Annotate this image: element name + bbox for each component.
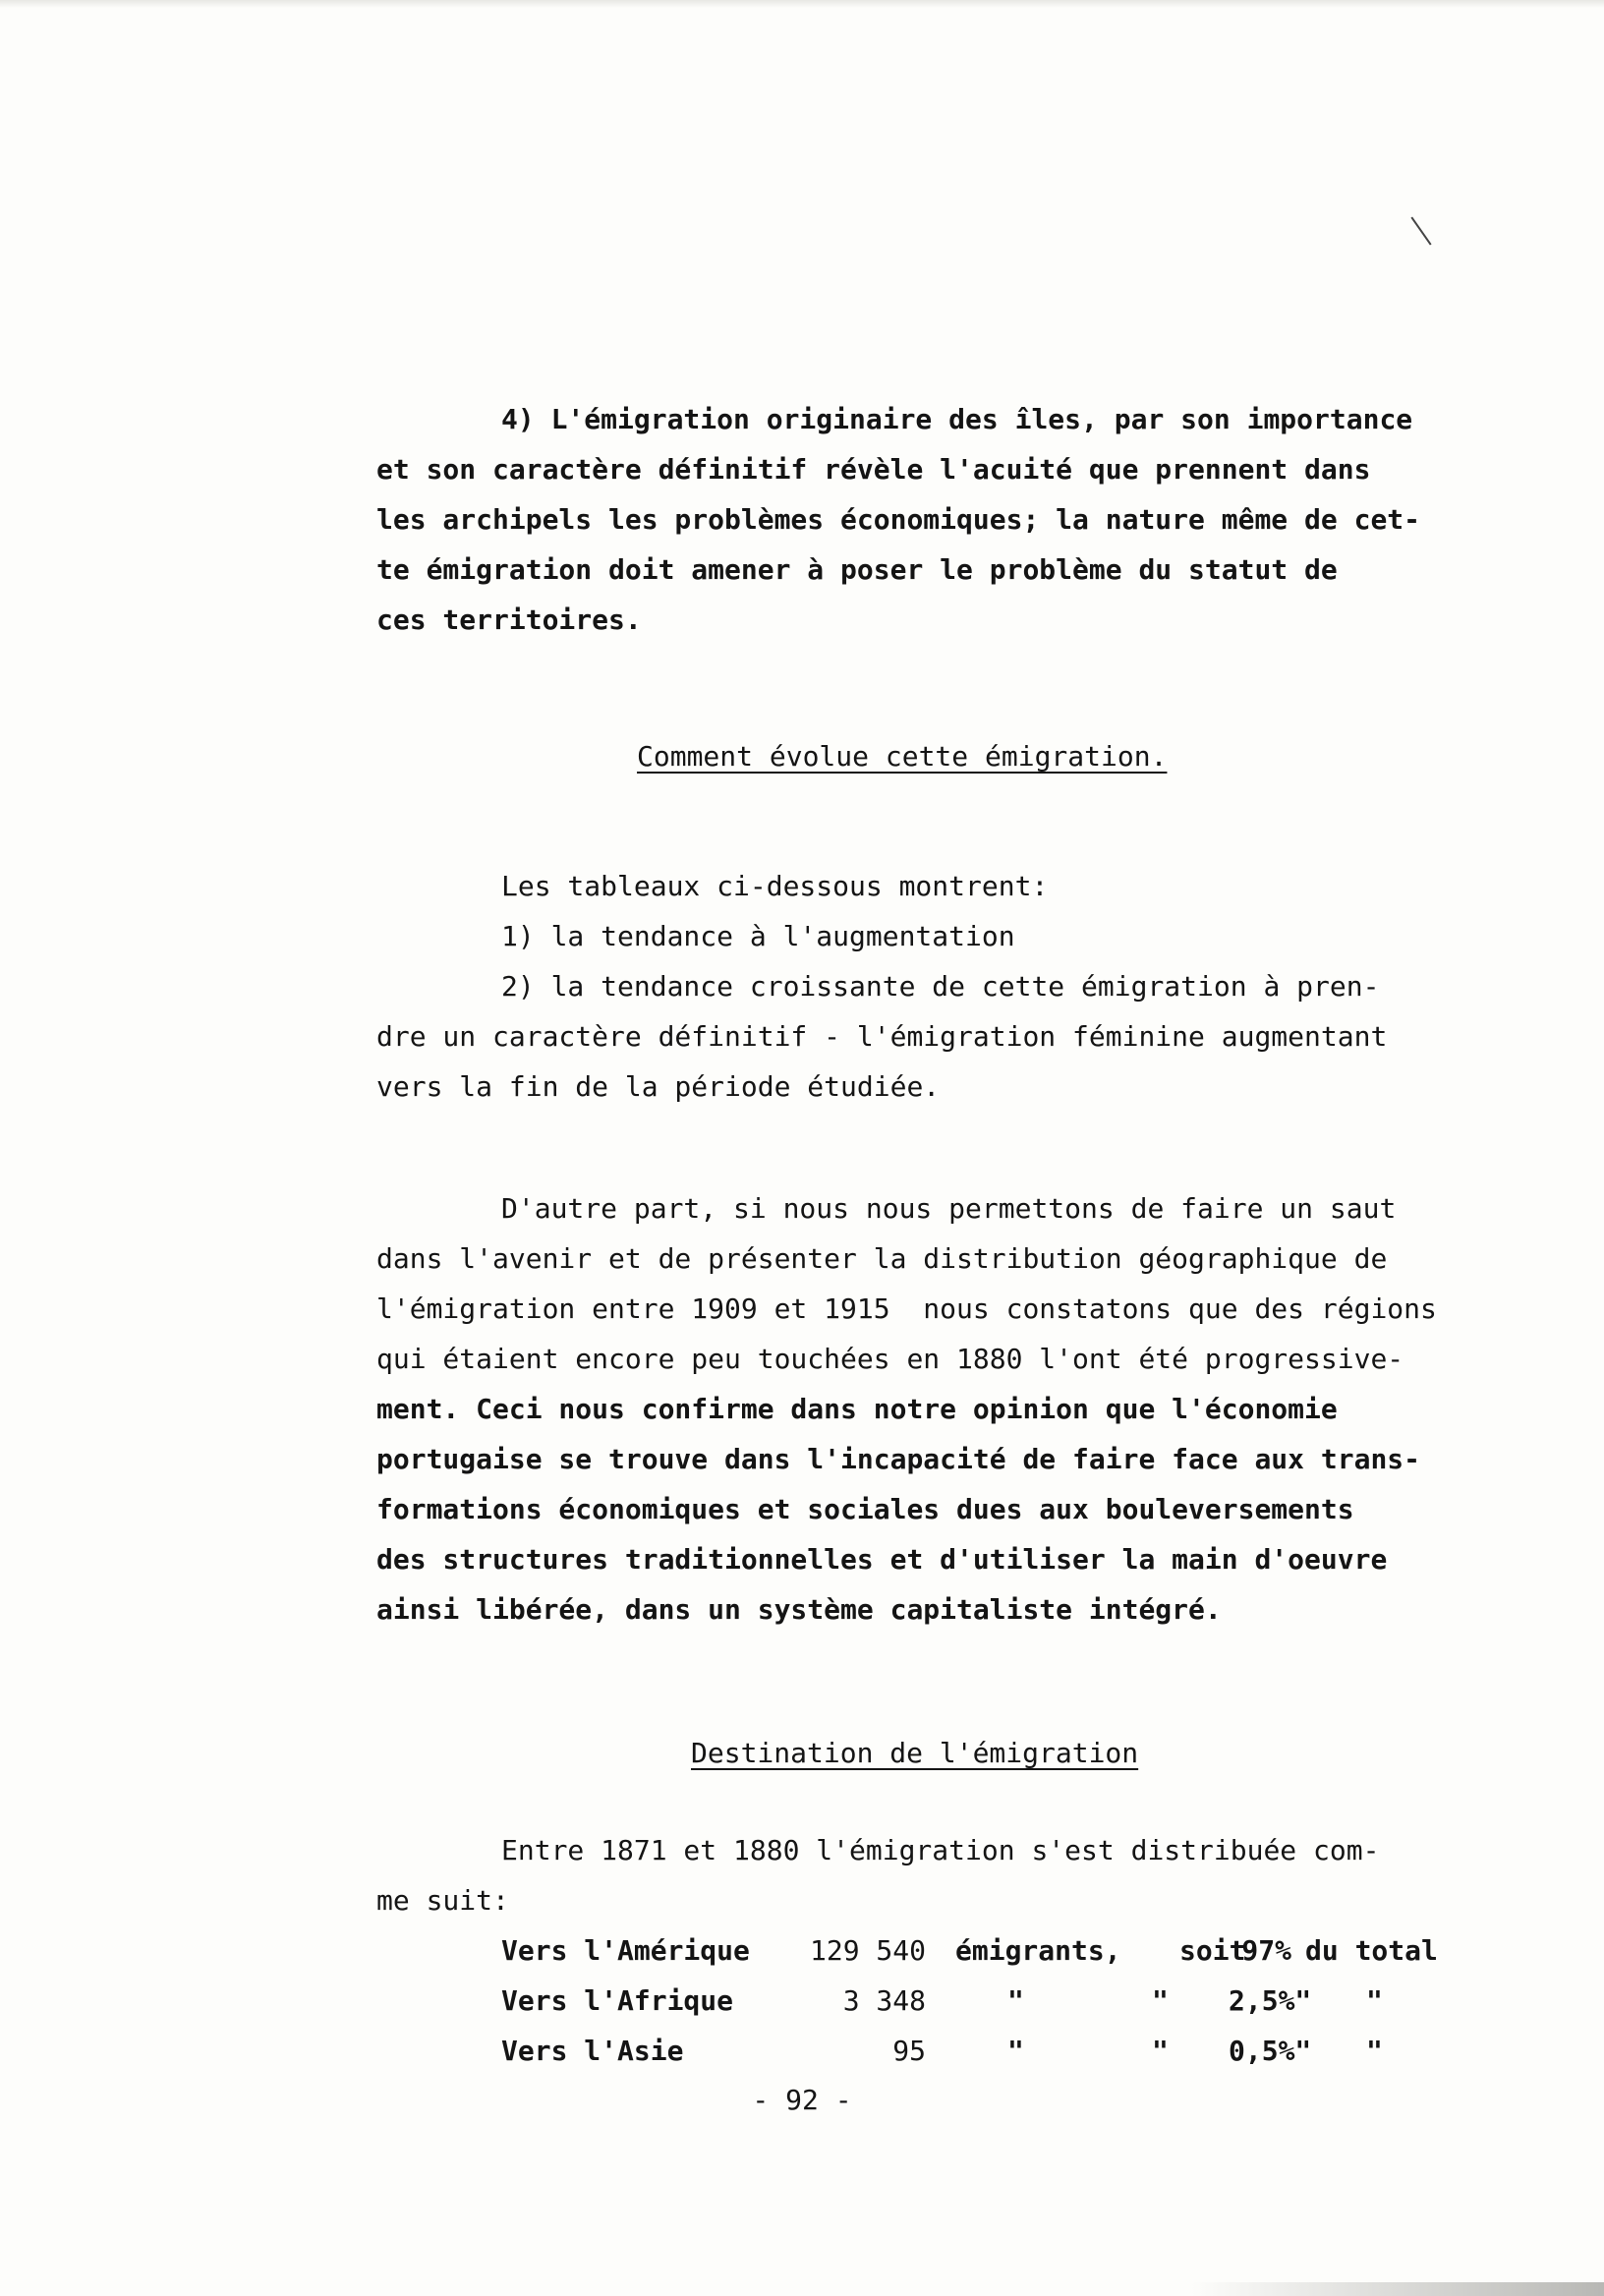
text-line: portugaise se trouve dans l'incapacité de faire face aux trans- bbox=[376, 1443, 1421, 1475]
text-line: ces territoires. bbox=[376, 603, 642, 636]
table-row bbox=[501, 1934, 1445, 1968]
scan-edge-top bbox=[0, 0, 1604, 8]
unit-cell: " bbox=[1007, 1984, 1024, 2017]
text-line: dans l'avenir et de présenter la distribution géographique de bbox=[376, 1242, 1388, 1275]
text-line: 2) la tendance croissante de cette émigration à pren- bbox=[501, 970, 1380, 1003]
text-line: les archipels les problèmes économiques; la nature même de cet- bbox=[376, 503, 1421, 536]
count-cell: 3 348 bbox=[842, 1984, 926, 2017]
percent-cell: 2,5%" bbox=[1229, 1984, 1312, 2017]
soit-cell: soit bbox=[1179, 1934, 1246, 1967]
text-line: ment. Ceci nous confirme dans notre opinion que l'économie bbox=[376, 1393, 1338, 1425]
destination-cell: Vers l'Amérique bbox=[501, 1934, 750, 1967]
percent-cell: 97% bbox=[1241, 1934, 1291, 1967]
scan-edge-bottom bbox=[1191, 2282, 1604, 2296]
text-line: me suit: bbox=[376, 1884, 509, 1917]
text-line: te émigration doit amener à poser le problème du statut de bbox=[376, 553, 1338, 586]
destination-cell: Vers l'Afrique bbox=[501, 1984, 734, 2017]
count-cell: 129 540 bbox=[809, 1934, 926, 1967]
text-line: des structures traditionnelles et d'utiliser la main d'oeuvre bbox=[376, 1543, 1388, 1576]
total-cell: " bbox=[1366, 2035, 1383, 2067]
text-line: 4) L'émigration originaire des îles, par son importance bbox=[501, 403, 1413, 435]
soit-cell: " bbox=[1152, 2035, 1169, 2067]
page-number: - 92 - bbox=[752, 2084, 852, 2116]
text-line: 1) la tendance à l'augmentation bbox=[501, 920, 1015, 952]
total-cell: " bbox=[1366, 1984, 1383, 2017]
soit-cell: " bbox=[1152, 1984, 1169, 2017]
text-line: Les tableaux ci-dessous montrent: bbox=[501, 870, 1049, 902]
unit-cell: émigrants, bbox=[955, 1934, 1121, 1967]
table-row bbox=[501, 2035, 1445, 2068]
text-line: dre un caractère définitif - l'émigration féminine augmentant bbox=[376, 1020, 1388, 1053]
percent-cell: 0,5%" bbox=[1229, 2035, 1312, 2067]
count-cell: 95 bbox=[892, 2035, 926, 2067]
text-line: Entre 1871 et 1880 l'émigration s'est distribuée com- bbox=[501, 1834, 1380, 1866]
margin-mark bbox=[1410, 217, 1431, 246]
table-row bbox=[501, 1984, 1445, 2018]
text-line: et son caractère définitif révèle l'acuité que prennent dans bbox=[376, 453, 1371, 486]
text-line: formations économiques et sociales dues aux bouleversements bbox=[376, 1493, 1354, 1525]
unit-cell: " bbox=[1007, 2035, 1024, 2067]
text-line: vers la fin de la période étudiée. bbox=[376, 1070, 941, 1103]
total-cell: du total bbox=[1305, 1934, 1438, 1967]
text-line: D'autre part, si nous nous permettons de faire un saut bbox=[501, 1192, 1397, 1225]
text-line: qui étaient encore peu touchées en 1880 l'ont été progressive- bbox=[376, 1343, 1404, 1375]
text-line: ainsi libérée, dans un système capitaliste intégré. bbox=[376, 1593, 1222, 1626]
section-heading-destination: Destination de l'émigration bbox=[691, 1737, 1139, 1769]
text-line: l'émigration entre 1909 et 1915 nous constatons que des régions bbox=[376, 1292, 1437, 1325]
section-heading-evolution: Comment évolue cette émigration. bbox=[637, 740, 1168, 773]
destination-cell: Vers l'Asie bbox=[501, 2035, 684, 2067]
